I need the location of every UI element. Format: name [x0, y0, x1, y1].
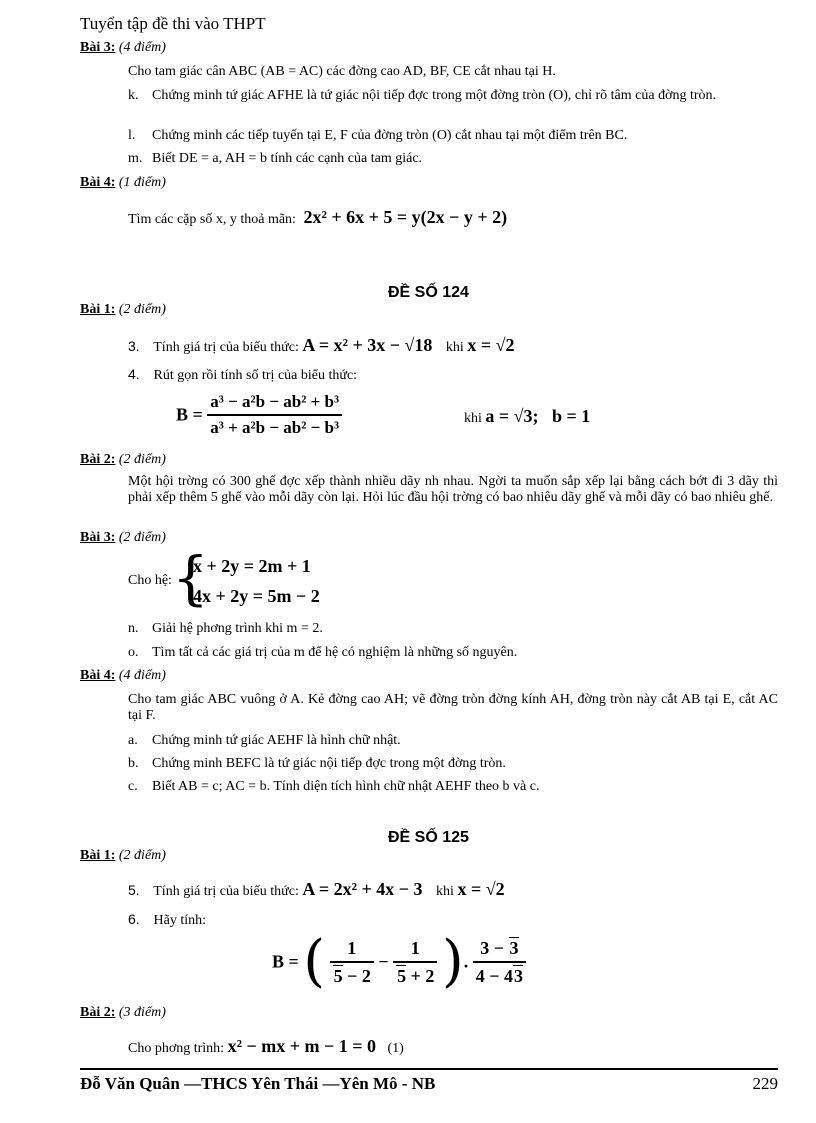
bai4-text: Tìm các cặp số x, y thoả mãn: 2x² + 6x + 5 = y(2x − y + 2): [128, 207, 508, 227]
expression-B-125: B = ( $\frac{1}{5 - 2}$ − $\frac{1}{5 + 2}$ ). $\frac{3 - 3}{4 - 43}$: [272, 932, 526, 992]
list-item: m. Biết DE = a, AH = b tính các cạnh của tam giác.: [128, 151, 423, 166]
list-item: 3. Tính giá trị của biểu thức: A = x² + 3x − √18 khi x = √2: [128, 335, 515, 355]
condition-B: khi a = √3; b = 1: [464, 406, 591, 426]
bai3-heading: Bài 3: (4 điểm): [80, 40, 166, 55]
list-item: b. Chứng minh BEFC là tứ giác nội tiếp đợc trong một đờng tròn.: [128, 756, 506, 771]
page-number: 229: [752, 1074, 778, 1093]
bai2-text: Một hội trờng có 300 ghế đợc xếp thành nhiều dãy nh nhau. Ngời ta muốn sắp xếp lại bằng cách bớt đi 3 dãy thì phải xếp thêm 5 ghế vào mỗi dãy còn lại. Hỏi lúc đầu hội trờng có bao nhiêu dãy ghế và mỗi dãy có bao nhiêu ghế.: [128, 474, 778, 505]
header-title: Tuyển tập đề thi vào THPT: [80, 14, 266, 33]
bai4-text-124: Cho tam giác ABC vuông ở A. Kẻ đờng cao AH; vẽ đờng tròn đờng kính AH, đờng tròn này cắt AB tại E, cắt AC tại F.: [128, 692, 778, 723]
bai2-heading: Bài 2: (2 điểm): [80, 452, 166, 467]
list-item: a. Chứng minh tứ giác AEHF là hình chữ nhật.: [128, 733, 401, 748]
equation: x + 2y = 2m + 1: [193, 556, 311, 576]
list-item: k. Chứng minh tứ giác AFHE là tứ giác nội tiếp đợc trong một đờng tròn (O), chỉ rõ tâm của đờng tròn.: [128, 88, 717, 103]
bai3-intro: Cho tam giác cân ABC (AB = AC) các đờng cao AD, BF, CE cắt nhau tại H.: [128, 64, 556, 79]
list-item: 5. Tính giá trị của biểu thức: A = 2x² + 4x − 3 khi x = √2: [128, 879, 505, 899]
bai2-text-125: Cho phơng trình: x² − mx + m − 1 = 0 (1): [128, 1036, 404, 1056]
exam-title-124: ĐỀ SỐ 124: [388, 284, 469, 301]
expression-B: B = $\frac{\text{a³ − a²b − ab² + b³}}{\text{a³ + a²b − ab² − b³}}$: [176, 392, 342, 438]
list-item: o. Tìm tất cả các giá trị của m để hệ có nghiệm là những số nguyên.: [128, 645, 518, 660]
system-label: Cho hệ:: [128, 573, 172, 588]
list-item: l. Chứng minh các tiếp tuyến tại E, F của đờng tròn (O) cắt nhau tại một điểm trên BC.: [128, 128, 628, 143]
footer-author: Đỗ Văn Quân —THCS Yên Thái —Yên Mô - NB: [80, 1074, 436, 1093]
equation: x² − mx + m − 1 = 0: [227, 1036, 376, 1056]
list-item: n. Giải hệ phơng trình khi m = 2.: [128, 621, 323, 636]
list-item: 6. Hãy tính:: [128, 911, 206, 928]
exam-title-125: ĐỀ SỐ 125: [388, 829, 469, 846]
bai4-heading: Bài 4: (1 điểm): [80, 175, 166, 190]
bai3-heading-124: Bài 3: (2 điểm): [80, 530, 166, 545]
bai4-heading-124: Bài 4: (4 điểm): [80, 668, 166, 683]
bai1-heading: Bài 1: (2 điểm): [80, 302, 166, 317]
bai2-heading-125: Bài 2: (3 điểm): [80, 1005, 166, 1020]
list-item: 4. Rút gọn rồi tính số trị của biểu thức:: [128, 366, 358, 383]
equation: 4x + 2y = 5m − 2: [193, 586, 320, 606]
footer-divider: [80, 1068, 778, 1070]
equation-system: {: [172, 544, 209, 612]
bai1-heading-125: Bài 1: (2 điểm): [80, 848, 166, 863]
list-item: c. Biết AB = c; AC = b. Tính diện tích hình chữ nhật AEHF theo b và c.: [128, 779, 540, 794]
equation: 2x² + 6x + 5 = y(2x − y + 2): [303, 207, 508, 227]
